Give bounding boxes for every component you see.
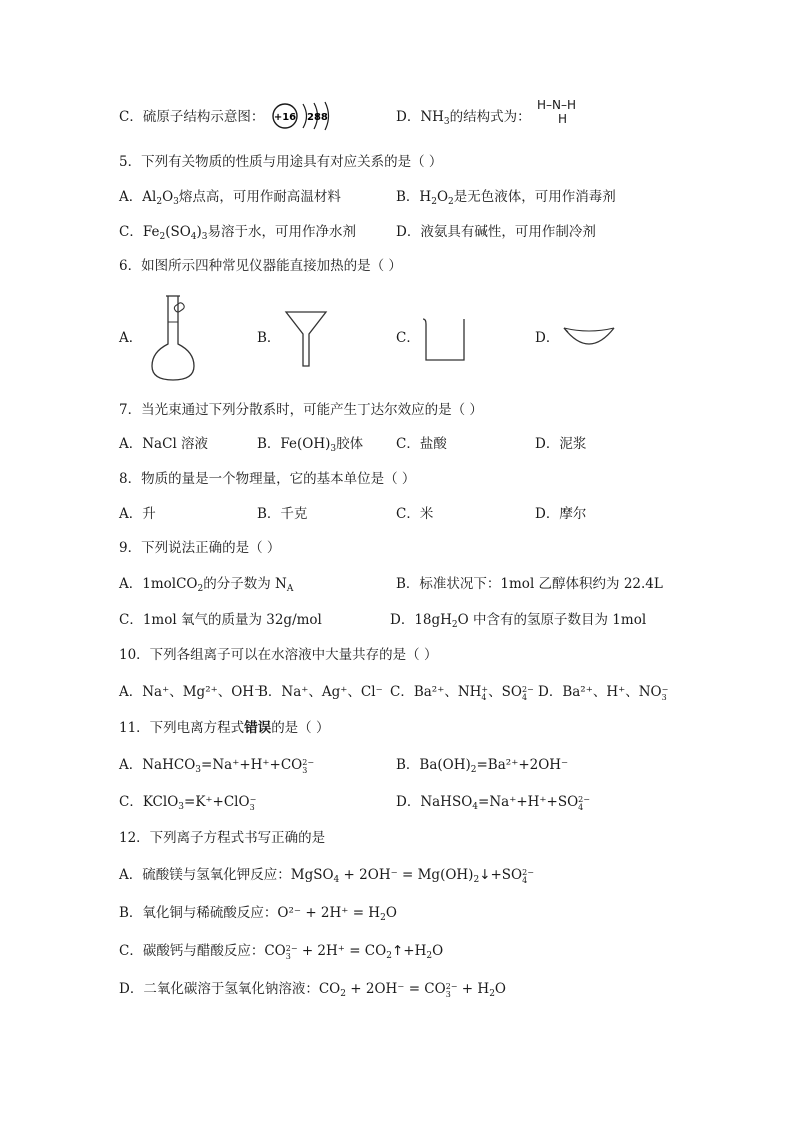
q11-option-b: B．$Ba(OH)_2=Ba^{2+}+2OH^-$	[396, 757, 569, 775]
q5-option-d: D．液氨具有碱性，可用作制冷剂	[396, 224, 596, 240]
sulfur-atom-diagram	[270, 100, 340, 132]
q9-option-d: D．$18gH_2O$ 中含有的氢原子数目为 1mol	[390, 612, 647, 630]
q8-option-b: B．千克	[257, 506, 308, 522]
q4-c-label: C．硫原子结构示意图：	[119, 109, 265, 125]
q12-option-b: B．氧化铜与稀硫酸反应：$O^{2-} + 2H^+ = H_2O$	[119, 905, 397, 923]
q6-option-b: B．	[257, 330, 281, 346]
q11-option-a: A．NaHCO$_3$=Na⁺+H⁺+CO 2− 3	[119, 757, 315, 775]
q10-option-c: C．Ba²⁺、NH + 4 、SO 2− 4	[390, 684, 534, 702]
q7-option-d: D．泥浆	[535, 436, 587, 452]
q8-option-d: D．摩尔	[535, 506, 587, 522]
q5-option-b: B．$H_2O_2$是无色液体，可用作消毒剂	[396, 189, 616, 207]
q12-stem: 12．下列离子方程式书写正确的是	[119, 830, 326, 846]
q9-option-b: B．标准状况下：1mol 乙醇体积约为 22.4L	[396, 576, 663, 592]
q11-stem: 11．下列电离方程式错误的是（ ）	[119, 720, 330, 736]
q5-option-c: C．$Fe_2(SO_4)_3$易溶于水，可用作净水剂	[119, 224, 357, 242]
nh3-row1: H–N–H	[537, 98, 577, 112]
q9-option-a: A．1molCO$_2$的分子数为 $N_A$	[119, 576, 294, 594]
q7-stem: 7．当光束通过下列分散系时，可能产生丁达尔效应的是（ ）	[119, 402, 483, 418]
q7-option-c: C．盐酸	[396, 436, 447, 452]
q7-option-a: A．NaCl 溶液	[119, 436, 209, 452]
beaker-icon	[420, 316, 468, 364]
q10-option-b: B．Na⁺、Ag⁺、Cl⁻	[258, 684, 383, 700]
q7-option-b: B．$Fe(OH)_3$胶体	[257, 436, 364, 454]
q6-option-a: A．	[119, 330, 143, 346]
q6-option-d: D．	[535, 330, 560, 346]
volumetric-flask-icon	[148, 292, 198, 384]
q11-option-d: D．NaHSO$_4$=Na⁺+H⁺+SO 2− 4	[396, 794, 590, 812]
q5-stem: 5．下列有关物质的性质与用途具有对应关系的是（ ）	[119, 154, 443, 170]
q8-option-a: A．升	[119, 506, 156, 522]
q12-option-c: C．碳酸钙与醋酸反应：CO 2− 3 + $2H^+ = CO_2↑+H_2O$	[119, 943, 444, 961]
q6-stem: 6．如图所示四种常见仪器能直接加热的是（ ）	[119, 258, 402, 274]
q10-option-a: A．Na⁺、Mg²⁺、OH⁻	[119, 684, 262, 700]
q10-stem: 10．下列各组离子可以在水溶液中大量共存的是（ ）	[119, 647, 438, 663]
q8-stem: 8．物质的量是一个物理量，它的基本单位是（ ）	[119, 471, 416, 487]
q12-option-a: A．硫酸镁与氢氧化钾反应：MgSO$_4$ + $2OH^- = Mg(OH)_2↓+SO$ 2− 4	[119, 867, 534, 885]
evaporating-dish-icon	[562, 322, 616, 354]
funnel-icon	[284, 308, 328, 368]
q4-option-c	[119, 108, 264, 126]
q9-stem: 9．下列说法正确的是（ ）	[119, 540, 281, 556]
q4-option-d: D．$NH_3$的结构式为：	[396, 109, 531, 127]
q12-option-d: D．二氧化碳溶于氢氧化钠溶液：$CO_2 + 2OH^-$ = CO 2− 3 + $H_2O$	[119, 981, 506, 999]
q10-option-d: D．Ba²⁺、H⁺、NO − 3	[538, 684, 669, 702]
nh3-row2: H	[558, 112, 568, 126]
q9-option-c: C．1mol 氧气的质量为 32g/mol	[119, 612, 322, 628]
q6-option-c: C．	[396, 330, 420, 346]
sulfur-shells-label: 288	[307, 112, 328, 123]
q11-stem-emphasis: 错误	[244, 720, 272, 736]
nh3-structure	[537, 98, 576, 126]
sulfur-nucleus-label: +16	[273, 112, 297, 123]
q11-option-c: C．KClO$_3$=K⁺+ClO − 3	[119, 794, 257, 812]
q8-option-c: C．米	[396, 506, 434, 522]
q5-option-a: A．$Al_2O_3$熔点高，可用作耐高温材料	[119, 189, 341, 207]
